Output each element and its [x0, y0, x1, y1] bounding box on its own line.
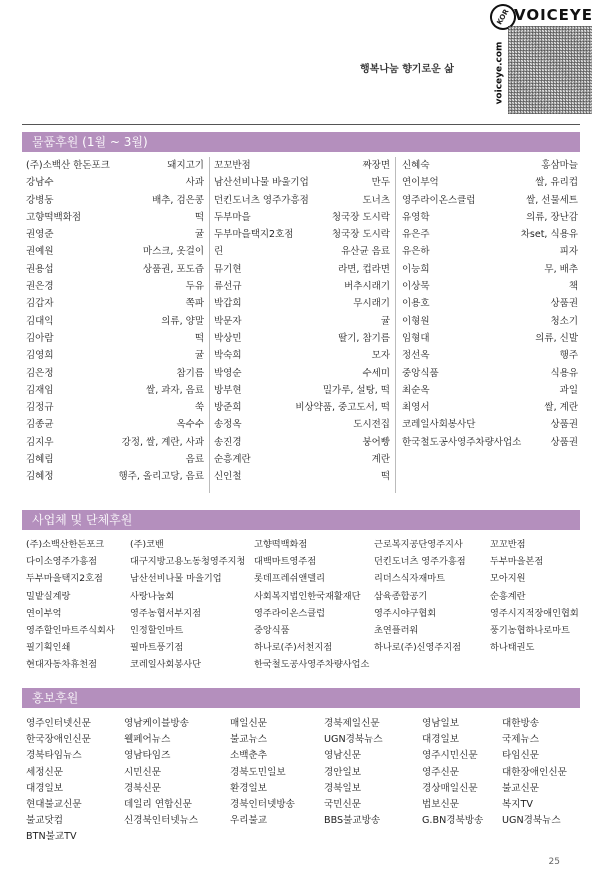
donated-item: 만두 [371, 177, 390, 189]
business-sponsor: 삼육종합공기 [374, 590, 428, 602]
media-sponsor: 대한방송 [502, 718, 540, 729]
donor-name: 순흥계란 [214, 454, 251, 466]
goods-row [402, 365, 578, 382]
business-sponsor: 순흥계란 [490, 590, 526, 602]
donated-item: 계란 [371, 454, 390, 466]
media-sponsor: 불교닷컴 [26, 815, 64, 827]
goods-row [26, 226, 204, 243]
business-section-title: 사업체 및 단체후원 [22, 510, 580, 530]
donated-item: 쌀, 유리컵 [535, 177, 578, 189]
donated-item: 무, 배추 [544, 263, 578, 275]
donated-item: 유산균 음료 [341, 246, 390, 258]
media-sponsor: UGN경북뉴스 [502, 815, 561, 827]
media-sponsor: 대경일보 [26, 782, 64, 794]
donor-name: 이능희 [402, 263, 430, 275]
donor-name: 김은정 [26, 367, 54, 379]
business-sponsor: (주)코밴 [130, 539, 164, 550]
media-sponsor: 영주인터넷신문 [26, 718, 91, 729]
goods-row [402, 416, 578, 433]
business-sponsor: 다이소영주가흥점 [26, 556, 98, 568]
business-sponsor: 꼬꼬반점 [490, 539, 526, 550]
goods-row [26, 192, 204, 209]
goods-row [402, 399, 578, 416]
header-rule [22, 124, 580, 125]
donated-item: 귤 [194, 350, 204, 362]
media-sponsor: 영주신문 [422, 766, 460, 778]
donor-name: 김혜림 [26, 454, 54, 466]
donor-name: 김갑자 [26, 298, 54, 310]
brand-logo: VOICEYE [514, 6, 594, 24]
donor-name: 김대익 [26, 315, 54, 327]
goods-row [214, 382, 390, 399]
donated-item: 식용유 [550, 367, 578, 379]
donated-item: 떡 [194, 332, 204, 344]
business-sponsor: 대백마트영주점 [254, 556, 317, 568]
donated-item: 배추, 검은콩 [152, 194, 204, 206]
goods-row [26, 434, 204, 451]
media-sponsor: 소백춘추 [230, 750, 268, 762]
donor-name: 고향떡백화점 [26, 211, 82, 223]
goods-row [214, 347, 390, 364]
donated-item: 수세미 [362, 367, 390, 379]
donor-name: 이용호 [402, 298, 430, 310]
donated-item: 도시전집 [353, 419, 390, 431]
media-sponsor: G.BN경북방송 [422, 815, 484, 827]
business-sponsor: 모아지원 [490, 573, 526, 585]
media-sponsor: 경북인터넷방송 [230, 799, 295, 810]
donated-item: 행주, 올리고당, 음료 [118, 471, 204, 483]
media-sponsor: BTN불교TV [26, 831, 77, 843]
goods-row [214, 174, 390, 191]
goods-row [26, 330, 204, 347]
media-sponsor: 타임신문 [502, 750, 540, 762]
goods-section-title: 물품후원 (1월 ~ 3월) [22, 132, 580, 152]
media-sponsor: 영남신문 [324, 750, 362, 762]
media-sponsor: 경북일보 [324, 782, 362, 794]
goods-row [214, 434, 390, 451]
goods-row [402, 157, 578, 174]
donated-item: 과일 [559, 384, 578, 396]
media-sponsor: 영남일보 [422, 718, 460, 729]
business-sponsor: 영주농협서부지점 [130, 607, 202, 619]
donated-item: 피자 [559, 246, 578, 258]
donated-item: 라면, 컵라면 [338, 263, 390, 275]
business-list [24, 536, 580, 676]
donor-name: 유은주 [402, 229, 430, 241]
donated-item: 무시래기 [353, 298, 390, 310]
business-sponsor: 현대자동차휴천점 [26, 659, 98, 671]
donor-name: 뮤기현 [214, 263, 242, 275]
goods-row [26, 468, 204, 485]
goods-row [402, 313, 578, 330]
media-sponsor: 시민신문 [124, 766, 162, 778]
goods-row [26, 313, 204, 330]
goods-row [26, 209, 204, 226]
media-sponsor: 신경북인터넷뉴스 [124, 815, 199, 827]
donated-item: 행주 [559, 350, 578, 362]
donor-name: 박상민 [214, 332, 242, 344]
business-sponsor: 남산선비나물 마을기업 [130, 573, 222, 585]
goods-row [214, 330, 390, 347]
donated-item: 비상약품, 중고도서, 떡 [295, 402, 390, 414]
donated-item: 도너츠 [362, 194, 390, 206]
kor-badge-icon: KOR [485, 0, 521, 35]
donated-item: 의류, 양말 [161, 315, 204, 327]
donor-name: 신인철 [214, 471, 242, 483]
donated-item: 두유 [185, 281, 204, 293]
goods-row [214, 313, 390, 330]
goods-row [402, 330, 578, 347]
media-sponsor: 대한장애인신문 [502, 766, 567, 778]
business-sponsor: 대구지방고용노동청영주지청 [130, 556, 246, 568]
business-sponsor: 고향떡백화점 [254, 539, 308, 550]
goods-row [26, 365, 204, 382]
donor-name: 유영학 [402, 211, 430, 223]
business-sponsor: 영주시지적장애인협회 [490, 607, 579, 619]
goods-row [26, 157, 204, 174]
media-sponsor: 영주시민신문 [422, 750, 478, 762]
goods-row [26, 174, 204, 191]
business-sponsor: 근로복지공단영주지사 [374, 539, 463, 550]
business-sponsor: 리더스식자재마트 [374, 573, 446, 585]
donor-name: 유은하 [402, 246, 430, 258]
donor-name: 최순옥 [402, 384, 430, 396]
business-sponsor: 영주시야구협회 [374, 607, 437, 619]
goods-row [402, 209, 578, 226]
goods-row [214, 451, 390, 468]
donor-name: 임형대 [402, 332, 430, 344]
donor-name: 영주라이온스클럽 [402, 194, 476, 206]
donor-name: 김혜정 [26, 471, 54, 483]
donor-name: 김영희 [26, 350, 54, 362]
media-sponsor: 매일신문 [230, 718, 268, 729]
business-sponsor: 코레일사회봉사단 [130, 659, 202, 671]
media-sponsor: 경북도민일보 [230, 766, 286, 778]
media-sponsor: 경상매일신문 [422, 782, 478, 794]
media-sponsor: 세정신문 [26, 766, 64, 778]
donor-name: 연이부억 [402, 177, 439, 189]
media-sponsor: UGN경북뉴스 [324, 734, 383, 746]
donated-item: 딸기, 참기름 [338, 332, 390, 344]
donor-name: 권영준 [26, 229, 54, 241]
business-sponsor: 두부마을택지2호점 [26, 573, 103, 585]
business-sponsor: 사회복지법인한국재활재단 [254, 590, 361, 602]
media-sponsor: 국제뉴스 [502, 734, 540, 746]
media-sponsor: 불교뉴스 [230, 734, 268, 746]
business-sponsor: 롯데프레쉬앤델리 [254, 573, 326, 585]
goods-row [402, 295, 578, 312]
business-sponsor: 던킨도너츠 영주가흥점 [374, 556, 466, 568]
goods-row [26, 295, 204, 312]
media-sponsor: 영남타임즈 [124, 750, 171, 762]
donated-item: 마스크, 옷걸이 [142, 246, 204, 258]
media-sponsor: 웰페어뉴스 [124, 734, 171, 746]
donated-item: 붕어빵 [362, 436, 390, 448]
business-sponsor: (주)소백산한돈포크 [26, 539, 105, 550]
donor-name: 이형원 [402, 315, 430, 327]
goods-column-2 [214, 157, 390, 486]
donor-name: 방준희 [214, 402, 242, 414]
donated-item: 의류, 장난감 [526, 211, 578, 223]
donated-item: 청국장 도시락 [331, 211, 390, 223]
goods-row [214, 295, 390, 312]
donor-name: 권은경 [26, 281, 54, 293]
goods-row [214, 226, 390, 243]
goods-row [402, 261, 578, 278]
business-sponsor: 인정할인마트 [130, 625, 184, 636]
donated-item: 쌀, 선물세트 [526, 194, 578, 206]
donor-name: 신혜숙 [402, 160, 430, 171]
goods-row [402, 278, 578, 295]
donor-name: 송정옥 [214, 419, 242, 431]
goods-row [214, 243, 390, 260]
donated-item: 청소기 [550, 315, 578, 327]
goods-list [24, 157, 580, 497]
media-sponsor: 복지TV [502, 799, 533, 810]
media-section-title: 홍보후원 [22, 688, 580, 708]
media-sponsor: 경북타임뉴스 [26, 750, 82, 762]
page-number: 25 [548, 857, 560, 867]
goods-row [214, 416, 390, 433]
donated-item: 떡 [380, 471, 390, 483]
goods-row [402, 382, 578, 399]
goods-column-1 [26, 157, 204, 486]
donated-item: 상품권 [550, 298, 578, 310]
goods-row [26, 382, 204, 399]
donated-item: 쪽파 [185, 298, 204, 310]
business-sponsor: 풍기농협하나로마트 [490, 625, 570, 636]
media-sponsor: 현대불교신문 [26, 799, 82, 810]
donated-item: 책 [568, 281, 578, 293]
goods-row [214, 209, 390, 226]
goods-row [26, 278, 204, 295]
brand-site: voiceye.com [494, 41, 505, 105]
business-sponsor: 하나태권도 [490, 642, 535, 654]
business-sponsor: 한국철도공사영주차량사업소 [254, 659, 370, 671]
media-list [24, 715, 580, 845]
business-sponsor: 필마트풍기점 [130, 642, 184, 654]
goods-row [26, 399, 204, 416]
business-sponsor: 영주할인마트주식회사 [26, 625, 115, 636]
donor-name: 박문자 [214, 315, 242, 327]
donor-name: 김종균 [26, 419, 54, 431]
donor-name: 남산선비나물 바울기업 [214, 177, 309, 189]
business-sponsor: 중앙식품 [254, 625, 290, 636]
donor-name: 권용섭 [26, 263, 54, 275]
business-sponsor: 하나로(주)서천지점 [254, 642, 333, 654]
donor-name: 린 [214, 246, 224, 258]
voiceye-brand [490, 4, 598, 116]
business-sponsor: 두부마을본점 [490, 556, 544, 568]
donor-name: 박갑희 [214, 298, 242, 310]
donor-name: 방부현 [214, 384, 242, 396]
media-sponsor: 경안일보 [324, 766, 362, 778]
goods-row [214, 278, 390, 295]
business-sponsor: 밀밭실계랑 [26, 590, 71, 602]
donated-item: 돼지고기 [167, 160, 204, 171]
media-sponsor: 영남케이블방송 [124, 718, 189, 729]
donated-item: 사과 [185, 177, 204, 189]
media-sponsor: 국민신문 [324, 799, 362, 810]
media-sponsor: 경북제일신문 [324, 718, 380, 729]
business-sponsor: 연이부억 [26, 607, 62, 619]
donor-name: 류선규 [214, 281, 242, 293]
donated-item: 쌀, 계란 [544, 402, 578, 414]
goods-row [214, 468, 390, 485]
donor-name: 꼬꼬반점 [214, 160, 251, 171]
donor-name: 한국철도공사영주차량사업소 [402, 436, 522, 448]
donated-item: 강정, 쌀, 계란, 사과 [121, 436, 204, 448]
donor-name: 박영순 [214, 367, 242, 379]
goods-row [402, 434, 578, 451]
donated-item: 음료 [185, 454, 204, 466]
media-sponsor: 데일리 연합신문 [124, 799, 192, 810]
donor-name: 강병동 [26, 194, 54, 206]
donated-item: 홍삼마늘 [541, 160, 578, 171]
column-divider [395, 157, 396, 493]
donated-item: 상품권, 포도즙 [142, 263, 204, 275]
donated-item: 버추시래기 [344, 281, 390, 293]
media-sponsor: 법보신문 [422, 799, 460, 810]
donor-name: 박숙희 [214, 350, 242, 362]
donor-name: 코레일사회봉사단 [402, 419, 476, 431]
goods-row [26, 261, 204, 278]
goods-row [214, 157, 390, 174]
goods-row [26, 416, 204, 433]
donor-name: 김정규 [26, 402, 54, 414]
donated-item: 모자 [371, 350, 390, 362]
goods-row [402, 226, 578, 243]
donor-name: 김아람 [26, 332, 54, 344]
donated-item: 상품권 [550, 419, 578, 431]
business-sponsor: 사랑나눔회 [130, 590, 175, 602]
voiceye-code-icon [508, 26, 592, 114]
media-sponsor: 우리불교 [230, 815, 268, 827]
business-sponsor: 하나로(주)신영주지점 [374, 642, 462, 654]
media-sponsor: 경북신문 [124, 782, 162, 794]
media-sponsor: 한국장애인신문 [26, 734, 91, 746]
donated-item: 밀가루, 설탕, 떡 [322, 384, 390, 396]
donated-item: 쌀, 과자, 음료 [146, 384, 204, 396]
donor-name: 최영서 [402, 402, 430, 414]
donated-item: 옥수수 [176, 419, 204, 431]
donor-name: 김재임 [26, 384, 54, 396]
donor-name: 두부마을 [214, 211, 251, 223]
goods-row [214, 192, 390, 209]
goods-row [26, 451, 204, 468]
goods-row [402, 192, 578, 209]
donated-item: 상품권 [550, 436, 578, 448]
donor-name: 중앙식품 [402, 367, 439, 379]
goods-row [214, 365, 390, 382]
donor-name: 두부마을택지2호점 [214, 229, 294, 241]
donor-name: 송진경 [214, 436, 242, 448]
goods-row [26, 243, 204, 260]
donated-item: 차set, 식용유 [520, 229, 578, 241]
donor-name: 정선옥 [402, 350, 430, 362]
business-sponsor: 초연플러워 [374, 625, 419, 636]
donated-item: 의류, 신발 [535, 332, 578, 344]
media-sponsor: 환경일보 [230, 782, 268, 794]
media-sponsor: BBS불교방송 [324, 815, 381, 827]
donated-item: 짜장면 [362, 160, 390, 171]
donor-name: 강남수 [26, 177, 54, 189]
donor-name: 김지우 [26, 436, 54, 448]
business-sponsor: 필기획인쇄 [26, 642, 71, 654]
donor-name: 던킨도너츠 영주가흥점 [214, 194, 309, 206]
media-sponsor: 불교신문 [502, 782, 540, 794]
donor-name: 이상묵 [402, 281, 430, 293]
business-sponsor: 영주라이온스클럽 [254, 607, 326, 619]
donor-name: (주)소백산 한돈포크 [26, 160, 110, 171]
goods-row [214, 399, 390, 416]
goods-row [402, 174, 578, 191]
donated-item: 쑥 [194, 402, 204, 414]
goods-row [402, 243, 578, 260]
goods-row [214, 261, 390, 278]
donated-item: 참기름 [176, 367, 204, 379]
goods-row [26, 347, 204, 364]
donated-item: 귤 [194, 229, 204, 241]
media-sponsor: 대경일보 [422, 734, 460, 746]
goods-column-3 [402, 157, 578, 451]
donor-name: 권예원 [26, 246, 54, 258]
donated-item: 귤 [380, 315, 390, 327]
donated-item: 떡 [194, 211, 204, 223]
column-divider [209, 157, 210, 493]
header-tagline: 행복나눔 향기로운 삶 [360, 64, 454, 75]
donated-item: 청국장 도시락 [331, 229, 390, 241]
goods-row [402, 347, 578, 364]
